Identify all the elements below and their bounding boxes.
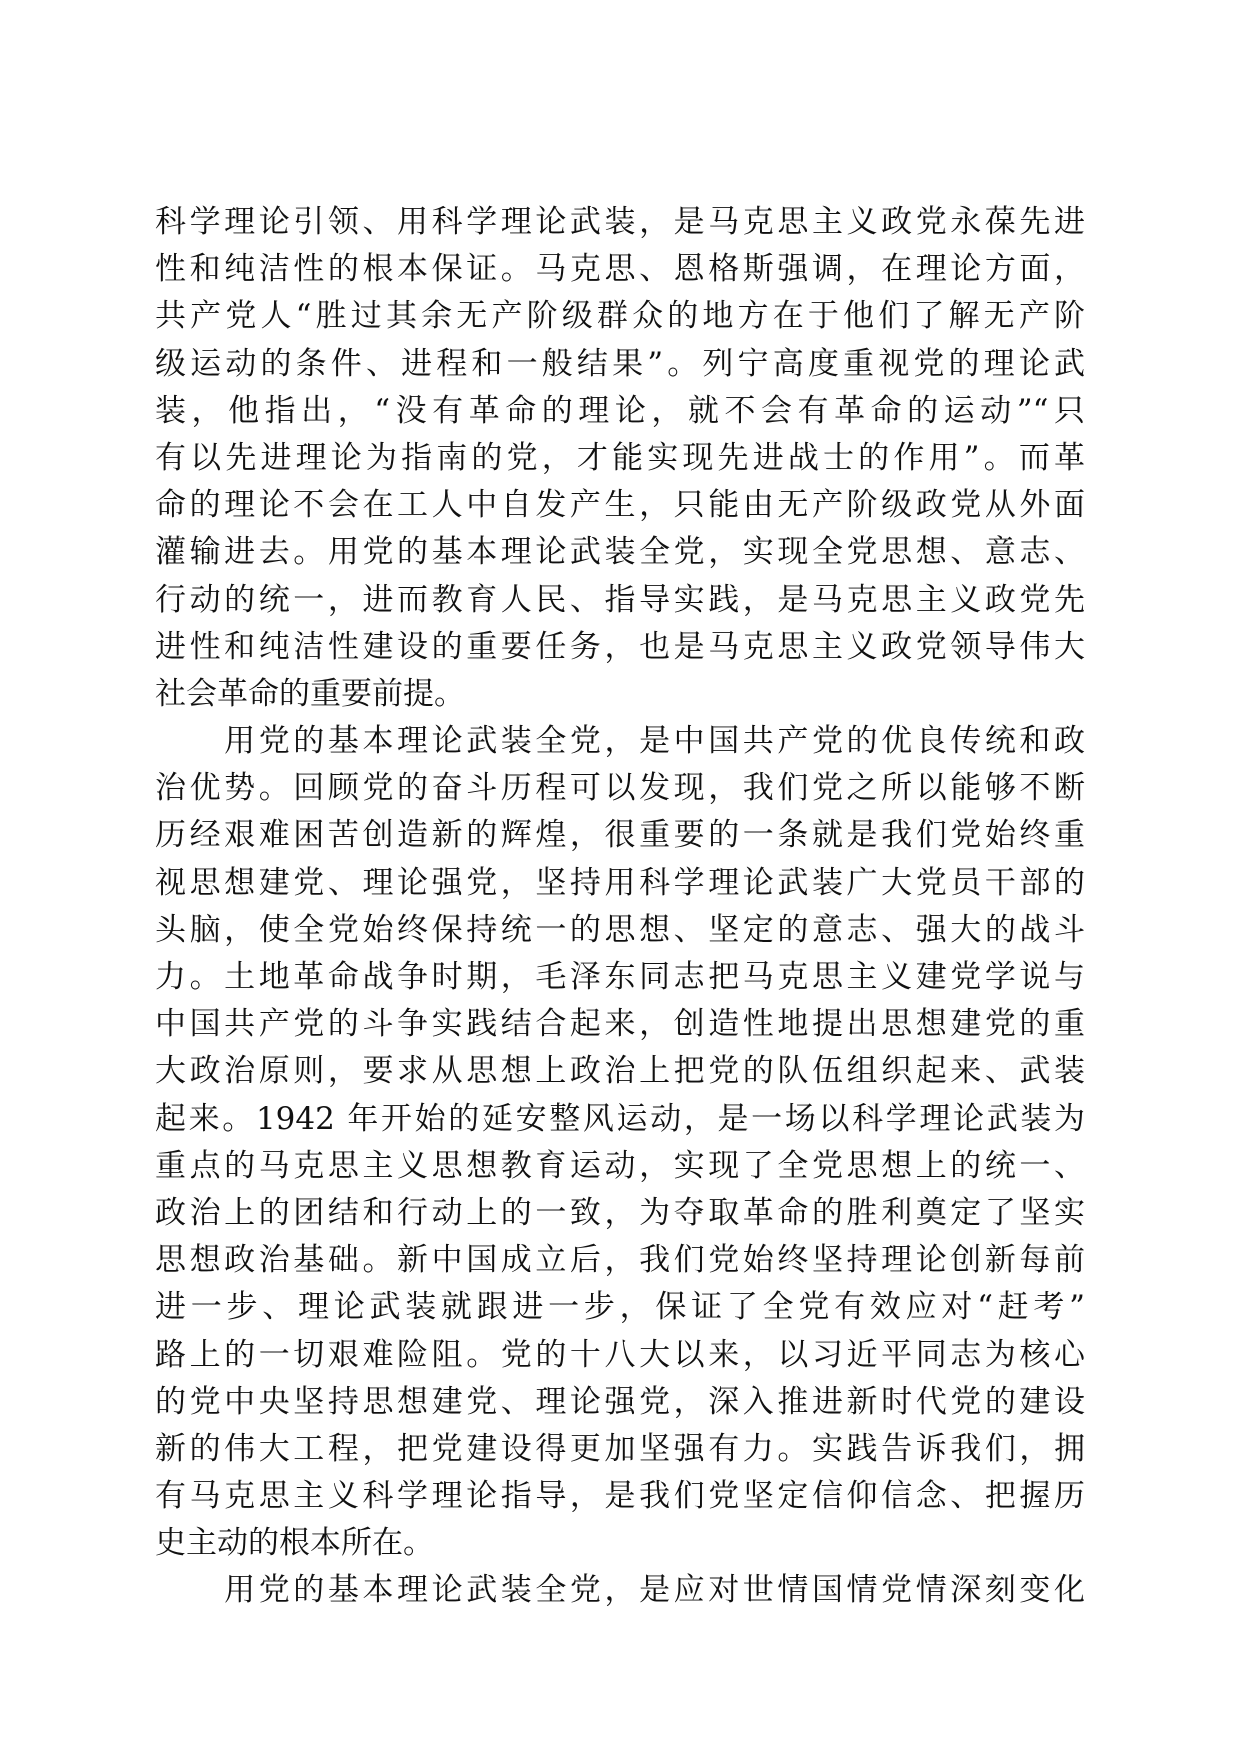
text-line: 头脑，使全党始终保持统一的思想、坚定的意志、强大的战斗 [155,911,1085,948]
text-line: 科学理论引领、用科学理论武装，是马克思主义政党永葆先进 [155,204,1085,240]
text-line: 起来。1942 年开始的延安整风运动，是一场以科学理论武装为 [155,1100,1085,1137]
text-line: 级运动的条件、进程和一般结果”。列宁高度重视党的理论武 [155,345,1085,382]
text-line: 政治上的团结和行动上的一致，为夺取革命的胜利奠定了坚实 [155,1194,1085,1231]
text-line: 路上的一切艰难险阻。党的十八大以来，以习近平同志为核心 [155,1336,1085,1373]
text-line: 用党的基本理论武装全党，是应对世情国情党情深刻变化 [155,1572,1085,1609]
text-line: 性和纯洁性的根本保证。马克思、恩格斯强调，在理论方面， [155,251,1085,288]
text-line: 思想政治基础。新中国成立后，我们党始终坚持理论创新每前 [155,1242,1085,1279]
text-line: 进性和纯洁性建设的重要任务，也是马克思主义政党领导伟大 [155,628,1085,665]
body-text [155,199,1085,1615]
text-line: 行动的统一，进而教育人民、指导实践，是马克思主义政党先 [155,581,1085,618]
text-line: 中国共产党的斗争实践结合起来，创造性地提出思想建党的重 [155,1006,1085,1043]
text-line: 治优势。回顾党的奋斗历程可以发现，我们党之所以能够不断 [155,770,1085,807]
text-line: 有以先进理论为指南的党，才能实现先进战士的作用”。而革 [155,439,1085,476]
text-line: 命的理论不会在工人中自发产生，只能由无产阶级政党从外面 [155,487,1085,524]
text-line: 大政治原则，要求从思想上政治上把党的队伍组织起来、武装 [155,1053,1085,1090]
text-line: 进一步、理论武装就跟进一步，保证了全党有效应对“赶考” [155,1289,1085,1326]
text-line: 有马克思主义科学理论指导，是我们党坚定信仰信念、把握历 [155,1478,1085,1515]
text-line: 共产党人“胜过其余无产阶级群众的地方在于他们了解无产阶 [155,298,1085,335]
text-line: 史主动的根本所在。 [155,1525,434,1562]
text-line: 视思想建党、理论强党，坚持用科学理论武装广大党员干部的 [155,864,1085,901]
text-line: 用党的基本理论武装全党，是中国共产党的优良传统和政 [155,723,1085,760]
text-line: 灌输进去。用党的基本理论武装全党，实现全党思想、意志、 [155,534,1085,571]
text-line: 装，他指出，“没有革命的理论，就不会有革命的运动”“只 [155,392,1085,429]
text-line: 历经艰难困苦创造新的辉煌，很重要的一条就是我们党始终重 [155,817,1085,854]
text-line: 重点的马克思主义思想教育运动，实现了全党思想上的统一、 [155,1147,1085,1184]
text-line: 新的伟大工程，把党建设得更加坚强有力。实践告诉我们，拥 [155,1430,1085,1467]
text-line: 社会革命的重要前提。 [155,675,465,712]
text-line: 力。土地革命战争时期，毛泽东同志把马克思主义建党学说与 [155,959,1085,995]
text-line: 的党中央坚持思想建党、理论强党，深入推进新时代党的建设 [155,1383,1085,1420]
